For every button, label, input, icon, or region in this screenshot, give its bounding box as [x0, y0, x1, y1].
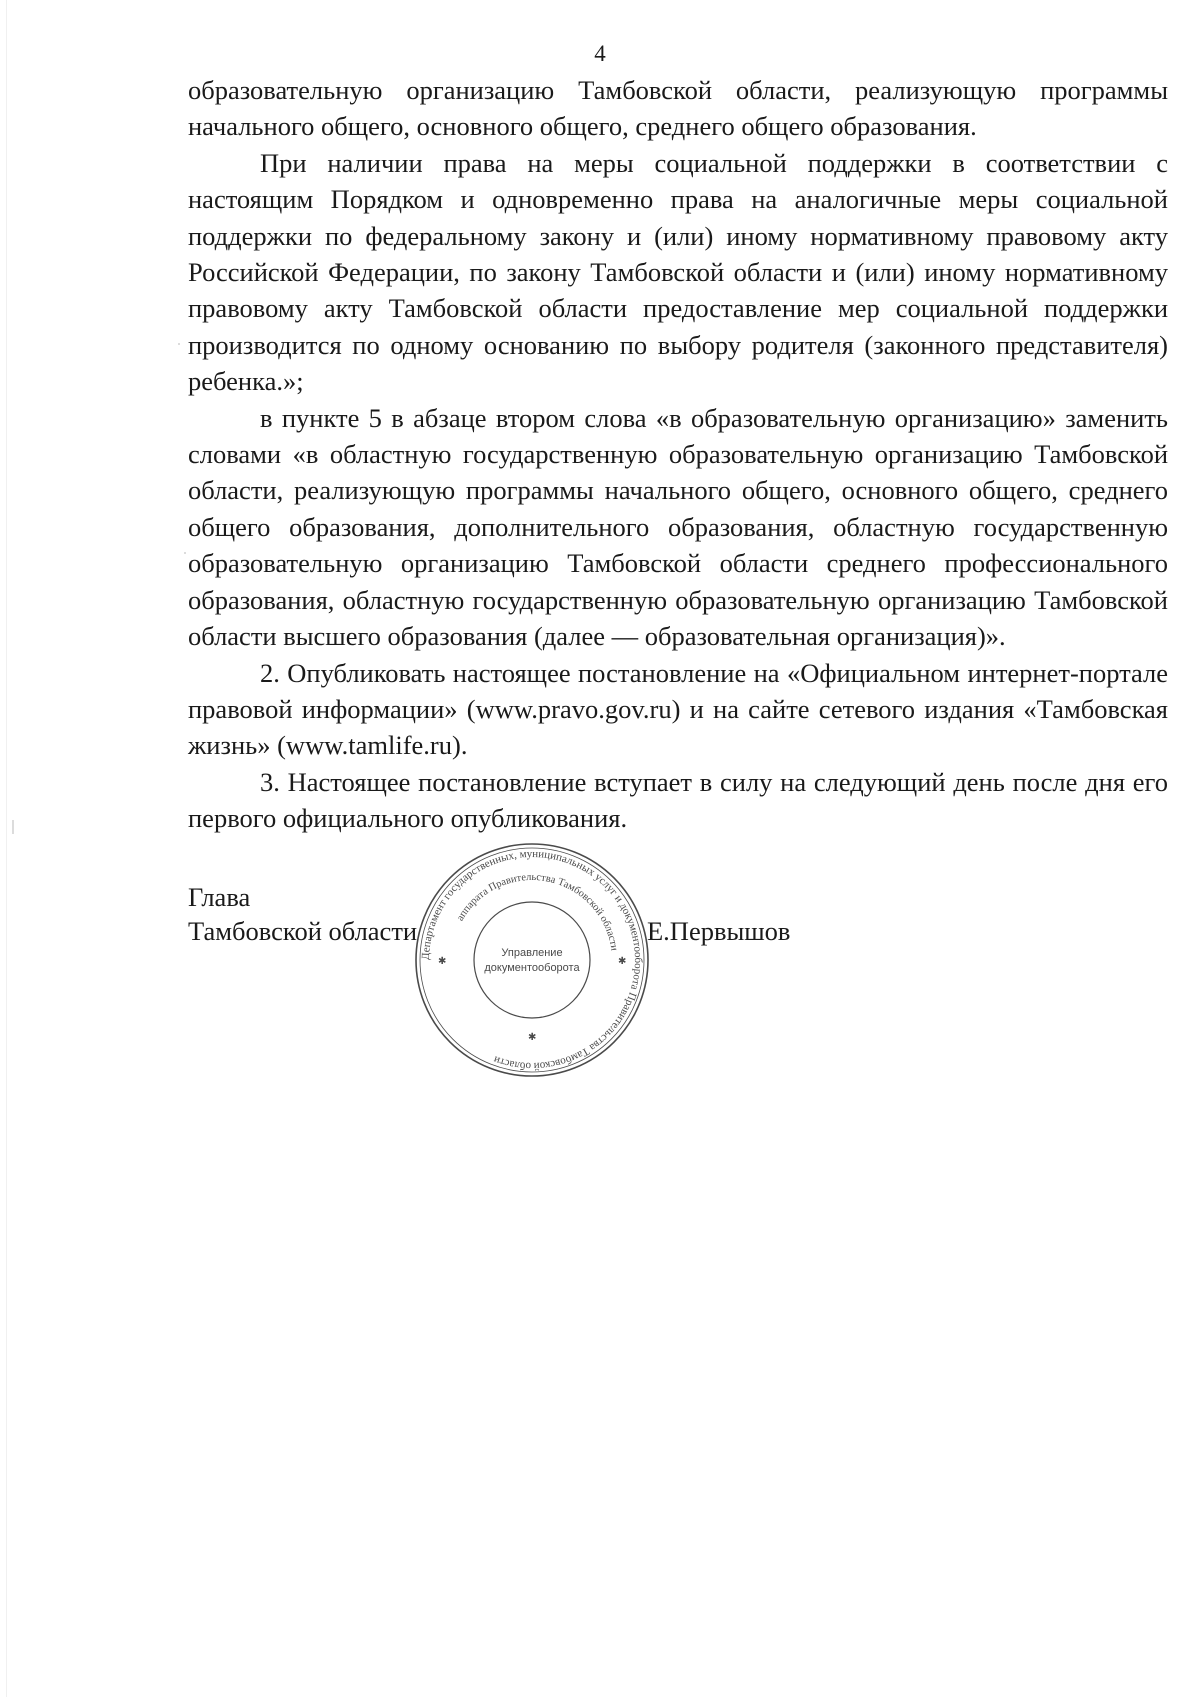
stamp-outer-ring-text: Департамент государственных, муниципальных услуг и документооборота Правительства Тамбовской области [419, 847, 645, 1073]
official-stamp-seal [412, 840, 652, 1080]
page-number: 4 [594, 41, 606, 66]
paragraph-social-support: При наличии права на меры социальной поддержки в соответствии с настоящим Порядком и одновременно права на аналогичные меры социальной поддержки по федеральному закону и (или) иному нормативному правовому акту Российской Федерации, по закону Тамбовской области и (или) иному нормативному правовому акту Тамбовской области предоставление мер социальной поддержки производится по одному основанию по выбору родителя (законного представителя) ребенка.»; [188, 147, 1168, 397]
scan-edge-mark [178, 343, 180, 345]
stamp-seal-graphic [412, 840, 652, 1080]
paragraph-point-5-amendment: в пункте 5 в абзаце втором слова «в образовательную организацию» заменить словами «в областную государственную образовательную организацию Тамбовской области, реализующую программы начального общего, основного общего, среднего общего образования, дополнительного образования, областную государственную образовательную организацию Тамбовской области среднего профессионального образования, областную государственную образовательную организацию Тамбовской области высшего образования (далее — образовательная организация)». [188, 402, 1168, 652]
scan-edge-mark [12, 820, 14, 834]
stamp-star-right-icon: ✱ [618, 956, 627, 967]
stamp-inner-ring-text: аппарата Правительства Тамбовской области [454, 871, 620, 952]
stamp-star-left-icon: ✱ [438, 956, 447, 967]
stamp-center-line1: Управление [501, 947, 563, 959]
signer-name: Е.Первышов [647, 916, 791, 946]
scan-edge-mark [6, 0, 7, 1697]
document-body [188, 72, 1168, 837]
signature-position-line1: Глава [188, 882, 251, 912]
signature-position [188, 880, 417, 948]
signature-position-line2: Тамбовской области [188, 916, 418, 946]
paragraph-publication: 2. Опубликовать настоящее постановление на «Официальном интернет-портале правовой информации» (www.pravo.gov.ru) и на сайте сетевого издания «Тамбовская жизнь» (www.tamlife.ru). [188, 657, 1168, 761]
scan-edge-mark [184, 552, 186, 554]
paragraph-continuation: образовательную организацию Тамбовской области, реализующую программы начального общего, основного общего, среднего общего образования. [188, 75, 1168, 142]
stamp-star-bottom-icon: ✱ [528, 1032, 537, 1043]
paragraph-entry-into-force: 3. Настоящее постановление вступает в силу на следующий день после дня его первого официального опубликования. [188, 766, 1168, 834]
stamp-center-line2: документооборота [484, 962, 580, 974]
